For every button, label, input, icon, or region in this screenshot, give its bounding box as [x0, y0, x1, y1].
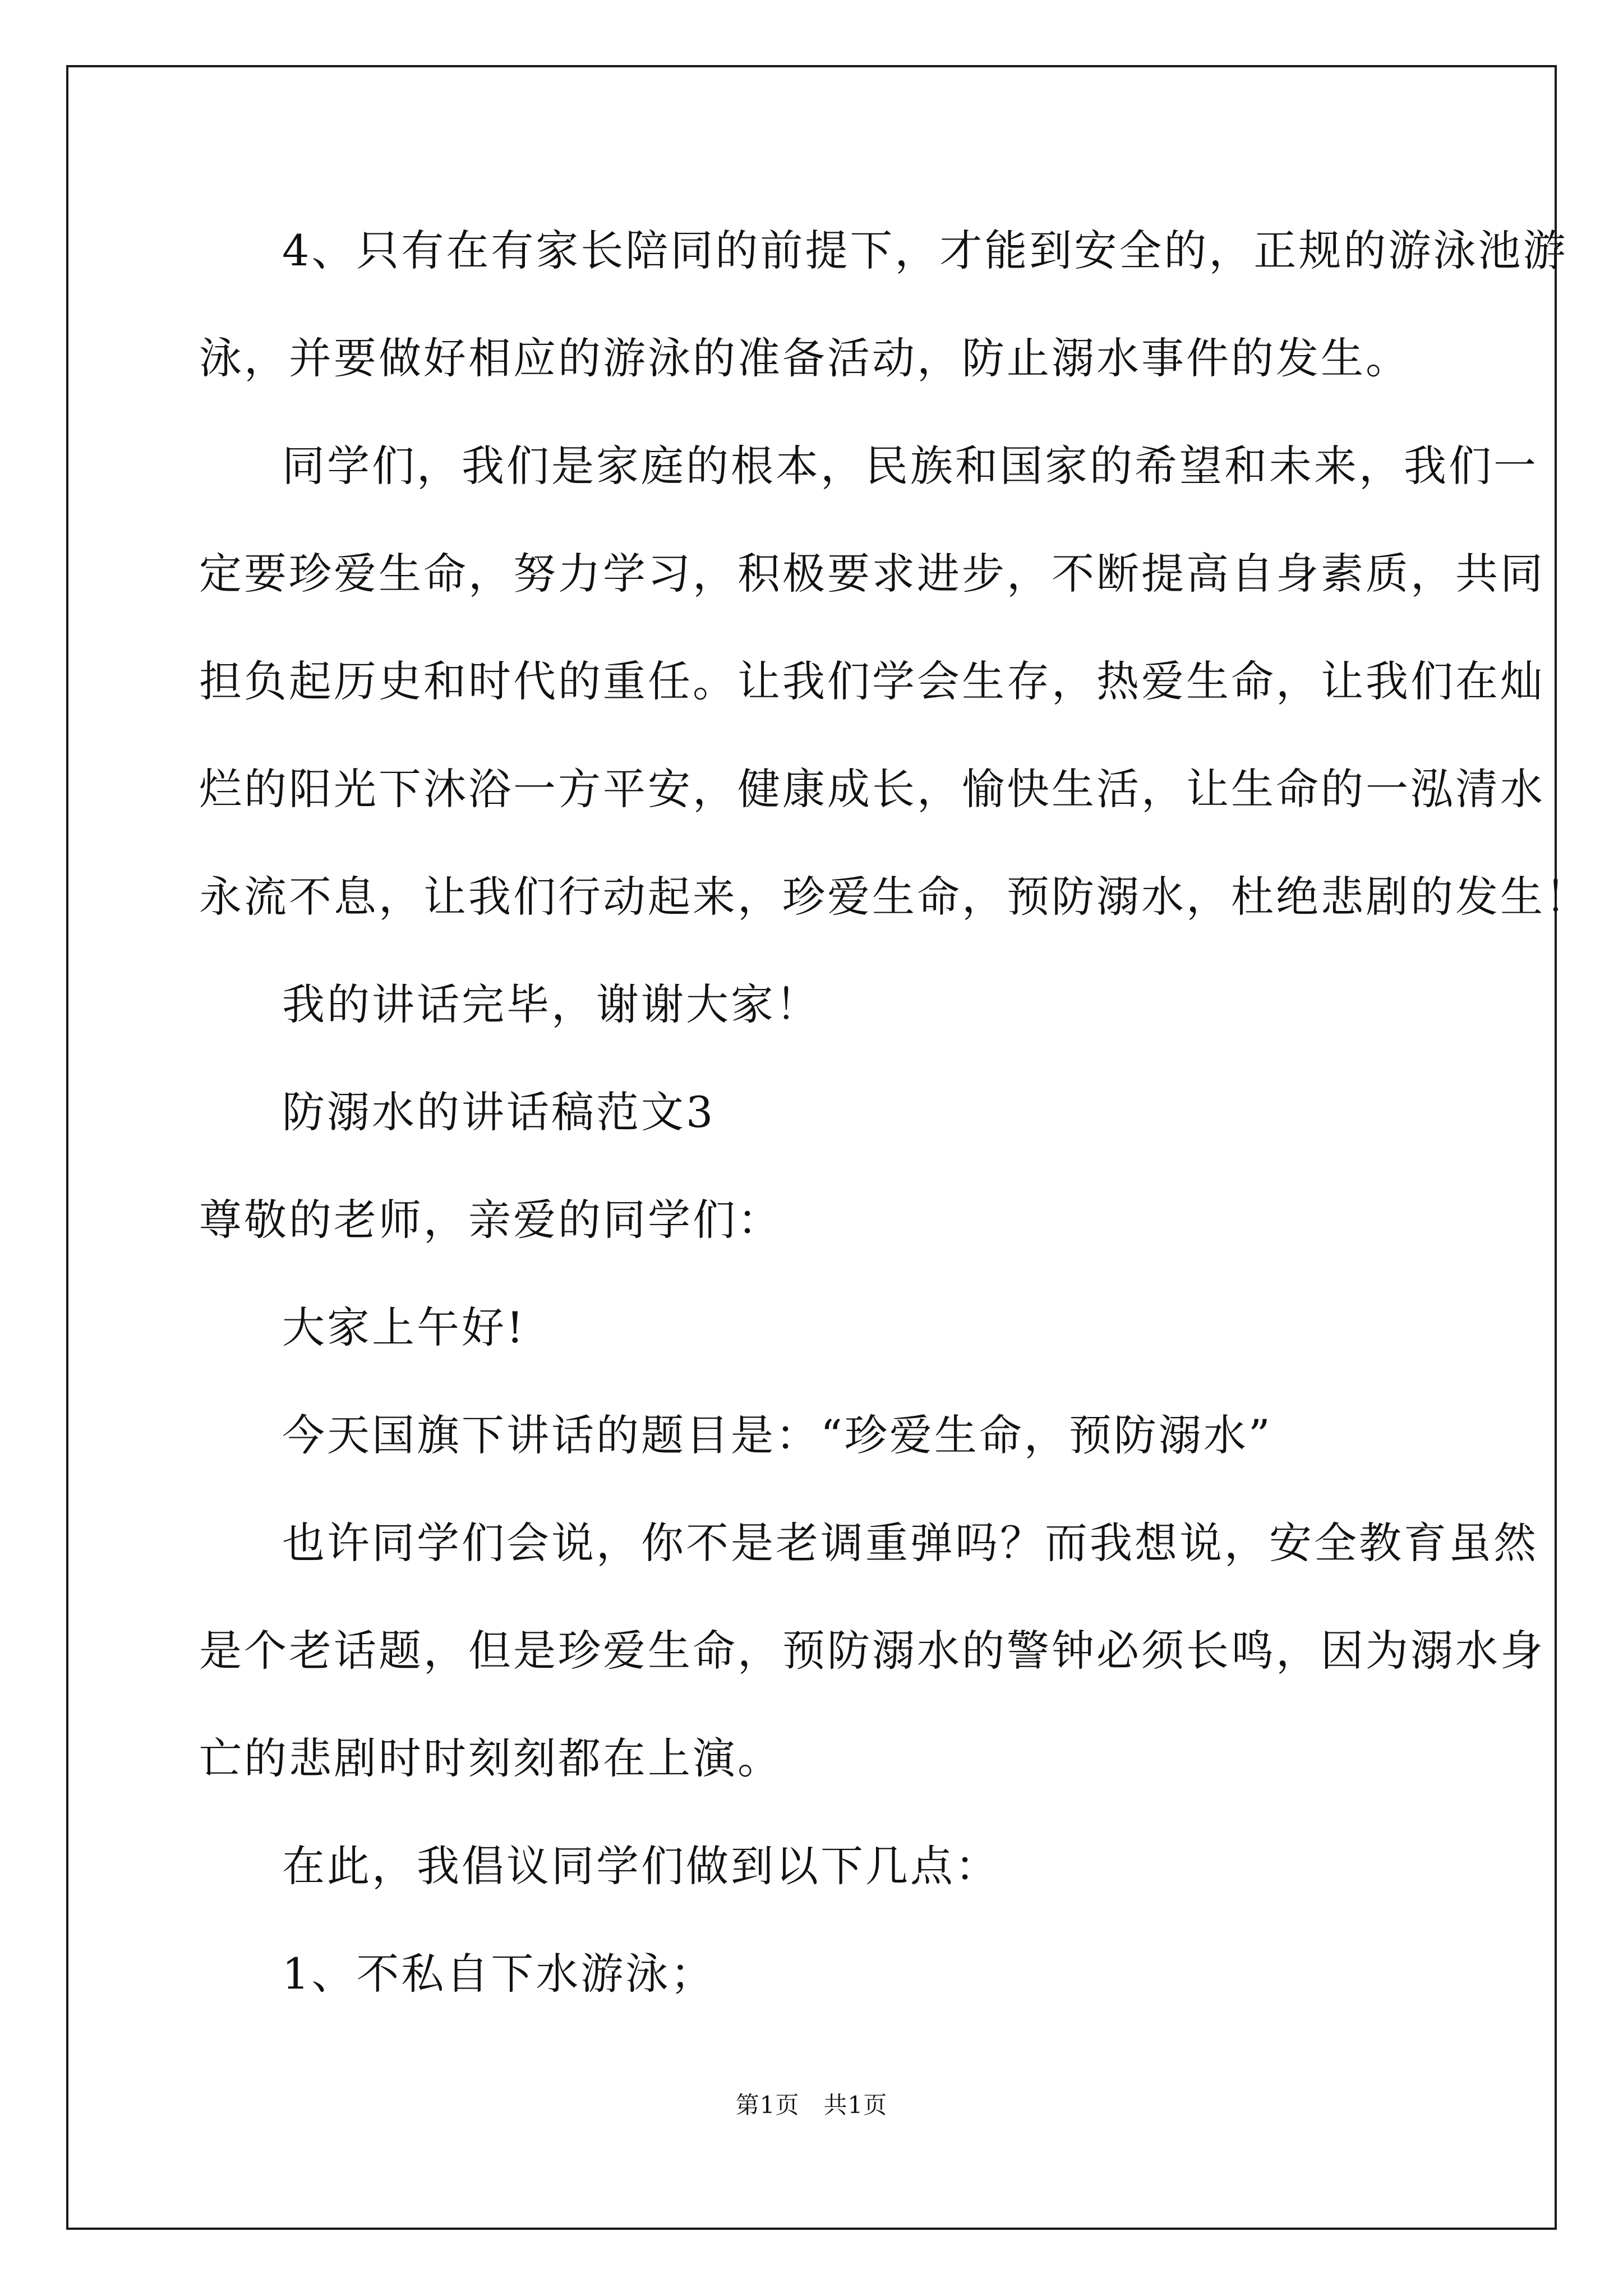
paragraph-line: 永流不息，让我们行动起来，珍爱生命，预防溺水，杜绝悲剧的发生！ [199, 872, 1590, 922]
paragraph-line: 4、只有在有家长陪同的前提下，才能到安全的，正规的游泳池游 [282, 226, 1568, 275]
list-item: 1、不私自下水游泳； [282, 1949, 716, 1999]
salutation: 尊敬的老师，亲爱的同学们： [199, 1195, 782, 1245]
section-heading: 防溺水的讲话稿范文3 [282, 1087, 716, 1137]
paragraph-line: 定要珍爱生命，努力学习，积极要求进步，不断提高自身素质，共同 [199, 549, 1545, 599]
paragraph-line: 我的讲话完毕，谢谢大家！ [282, 979, 820, 1029]
greeting: 大家上午好! [282, 1303, 526, 1352]
paragraph-line: 是个老话题，但是珍爱生命，预防溺水的警钟必须长鸣，因为溺水身 [199, 1626, 1545, 1676]
paragraph-line: 在此，我倡议同学们做到以下几点： [282, 1841, 1000, 1891]
page-frame [66, 65, 1557, 2230]
paragraph-line: 也许同学们会说，你不是老调重弹吗？而我想说，安全教育虽然 [282, 1518, 1538, 1568]
page-number-footer: 第1页 共1页 [735, 2091, 888, 2119]
paragraph-line: 同学们，我们是家庭的根本，民族和国家的希望和未来，我们一 [282, 441, 1538, 491]
paragraph-line: 今天国旗下讲话的题目是：“珍爱生命，预防溺水” [282, 1410, 1272, 1460]
paragraph-line: 担负起历史和时代的重任。让我们学会生存，热爱生命，让我们在灿 [199, 656, 1545, 706]
paragraph-line: 烂的阳光下沐浴一方平安，健康成长，愉快生活，让生命的一泓清水 [199, 764, 1545, 814]
paragraph-line: 亡的悲剧时时刻刻都在上演。 [199, 1733, 782, 1783]
paragraph-line: 泳，并要做好相应的游泳的准备活动，防止溺水事件的发生。 [199, 333, 1410, 383]
